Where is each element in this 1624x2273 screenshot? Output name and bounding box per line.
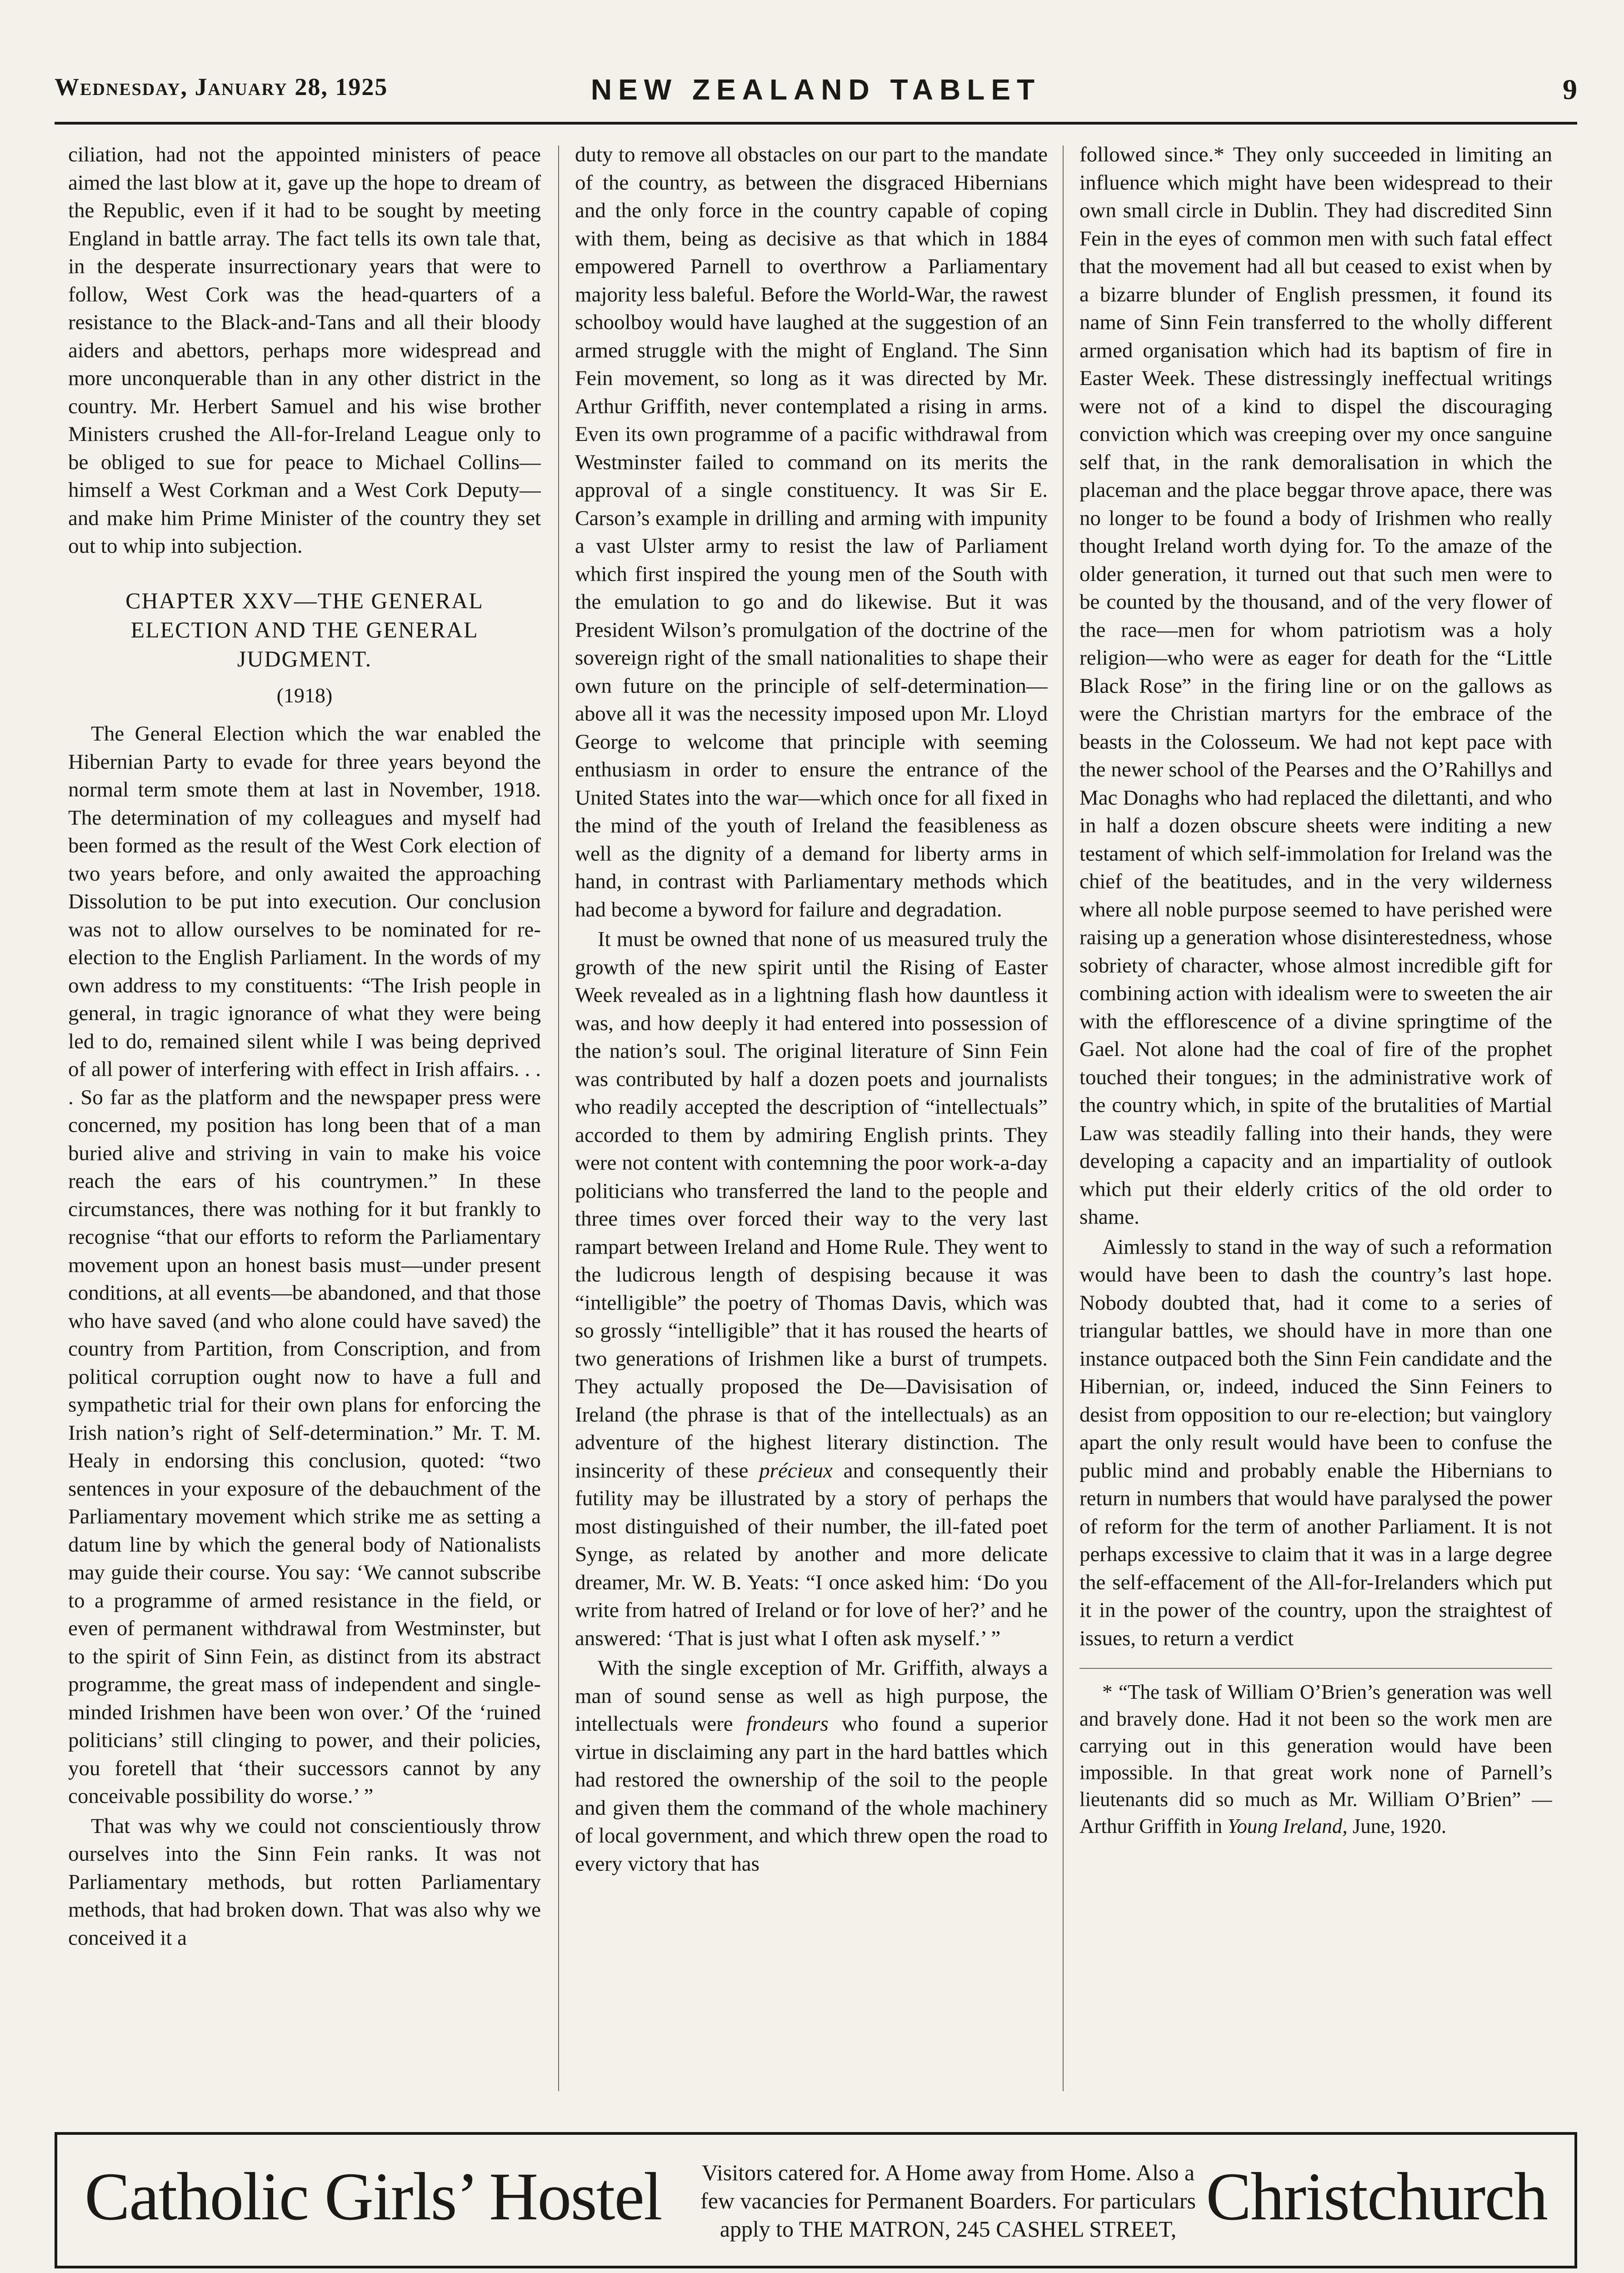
footnote-text: * “The task of William O’Brien’s generation was well and bravely done. Had it not been so the work men are carrying out in this generation would have been impossible. In that great work none of Parnell’s lieutenants did so much as Mr. William O’Brien” —Arthur Griffith in — [1079, 1681, 1552, 1837]
article-paragraph — [575, 1654, 1048, 1878]
advertisement-box — [55, 2132, 1577, 2268]
issue-date: Wednesday, January 28, 1925 — [55, 73, 388, 100]
article-column-1 — [68, 141, 541, 2096]
italic-term: précieux — [759, 1458, 833, 1482]
ad-line: Visitors catered for. A Home away from Home. Also a — [701, 2160, 1195, 2185]
footnote-text: June, 1920. — [1352, 1815, 1447, 1837]
page-number: 9 — [1563, 73, 1577, 105]
footnote-rule — [1079, 1668, 1552, 1669]
italic-term: frondeurs — [746, 1712, 829, 1736]
column-divider — [1063, 145, 1064, 2091]
article-paragraph: Aimlessly to stand in the way of such a reformation would have been to dash the country’s last hope. Nobody doubted that, had it come to a series of triangular battles, we should have in more than one instance outpaced both the Sinn Fein candidate and the Hibernian, or, indeed, induced the Sinn Feiners to desist from opposition to our re-election; but vainglory apart the only result would have been to confuse the public mind and probably enable the Hibernians to return in numbers that would have paralysed the power of reform for the term of another Parliament. It is not perhaps excessive to claim that it was in a large degree the self-effacement of the All-for-Irelanders which put it in the power of the country, upon the straightest of issues, to return a verdict — [1079, 1235, 1552, 1650]
article-paragraph: ciliation, had not the appointed ministers of peace aimed the last blow at it, gave up the hope to dream of the Republic, even if it had to be sought by meeting England in battle array. The fact tells its own tale that, in the desperate insurrectionary years that were to follow, West Cork was the head-quarters of a resistance to the Black-and-Tans and all their bloody aiders and abettors, perhaps more widespread and more unconquerable than in any other district in the country. Mr. Herbert Samuel and his wise brother Ministers crushed the All-for-Ireland League only to be obliged to sue for peace to Michael Collins—himself a West Corkman and a West Cork Deputy—and make him Prime Minister of the country they set out to whip into subjection. — [68, 143, 541, 558]
ad-line: apply to THE MATRON, 245 CASHEL STREET, — [720, 2216, 1177, 2242]
article-paragraph — [575, 926, 1048, 1652]
article-paragraph: duty to remove all obstacles on our part to the mandate of the country, as between the disgraced Hibernians and the only force in the country capable of coping with them, being as decisive as that which in 1884 empowered Parnell to overthrow a Parliamentary majority less baleful. Before the World-War, the rawest schoolboy would have laughed at the suggestion of an armed struggle with the might of England. The Sinn Fein movement, so long as it was directed by Mr. Arthur Griffith, never contemplated a rising in arms. Even its own programme of a pacific withdrawal from Westminster failed to command on its merits the approval of a single constituency. It was Sir E. Carson’s example in drilling and arming with impunity a vast Ulster army to resist the law of Parliament which first inspired the young men of the South with the emulation to go and do likewise. But it was President Wilson’s promulgation of the doctrine of the sovereign right of the small nationalities to shape their own future on the principle of self-determination—above all it was the necessity imposed upon Mr. Lloyd George to welcome that principle with seeming enthusiasm in order to ensure the entrance of the United States into the war—which once for all fixed in the mind of the youth of Ireland the feasibleness as well as the dignity of a demand for liberty arms in hand, in contrast with Parliamentary methods which had become a byword for failure and degradation. — [575, 143, 1048, 921]
masthead-rule — [55, 122, 1577, 125]
ad-hostel-name: Catholic Girls’ Hostel — [85, 2159, 662, 2234]
ad-city: Christchurch — [1206, 2159, 1547, 2234]
paragraph-text: who found a superior virtue in disclaiming any part in the hard battles which had restored the ownership of the soil to the people and given them the command of the whole machinery of local government, and which threw open the road to every victory that has — [575, 1712, 1048, 1876]
article-paragraph: The General Election which the war enabled the Hibernian Party to evade for three years beyond the normal term smote them at last in November, 1918. The determination of my colleagues and myself had been formed as the result of the West Cork election of two years before, and only awaited the approaching Dissolution to be put into execution. Our conclusion was not to allow ourselves to be nominated for re-election to the English Parliament. In the words of my own address to my constituents: “The Irish people in general, in tragic ignorance of what they were being led to do, remained silent while I was being deprived of all power of interfering with effect in Irish affairs. . . . So far as the platform and the newspaper press were concerned, my position has long been that of a man buried alive and striving in vain to make his voice reach the ears of his countrymen.” In these circumstances, there was nothing for it but frankly to recognise “that our efforts to reform the Parliamentary movement upon an honest basis must—under present conditions, at all events—be abandoned, and that those who have saved (and who alone could have saved) the country from Partition, from Conscription, and from political corruption ought now to have a full and sympathetic trial for their own plans for enforcing the Irish nation’s right of Self-determination.” Mr. T. M. Healy in endorsing this conclusion, quoted: “two sentences in your exposure of the debauchment of the Parliamentary movement which strike me as setting a datum line by which the general body of Nationalists may guide their course. You say: ‘We cannot subscribe to a programme of armed resistance in the field, or even of permanent withdrawal from Westminster, but to the spirit of Sinn Fein, as distinct from its abstract programme, the great mass of independent and single-minded Irishmen have been won over.’ Of the ‘ruined politicians’ still clinging to power, and their policies, you foretell that ‘their successors cannot by any conceivable possibility do worse.’ ” — [68, 722, 541, 1808]
article-column-2 — [575, 141, 1048, 2096]
article-paragraph: followed since.* They only succeeded in limiting an influence which might have been widespread to their own small circle in Dublin. They had discredited Sinn Fein in the eyes of common men with such fatal effect that the movement had all but ceased to exist when by a bizarre blunder of English pressmen, it found its name of Sinn Fein transferred to the wholly different armed organisation which had its baptism of fire in Easter Week. These distressingly ineffectual writings were not of a kind to dispel the discouraging conviction which was creeping over my once sanguine self that, in the rank demoralisation in which the placeman and the place beggar throve apace, there was no longer to be found a body of Irishmen who really thought Ireland worth dying for. To the amaze of the older generation, it turned out that such men were to be counted by the thousand, and of the very flower of the race—men for whom patriotism was a holy religion—who were as eager for death for the “Little Black Rose” in the firing line or on the gallows as were the Christian martyrs for the embrace of the beasts in the Colosseum. We had not kept pace with the newer school of the Pearses and the O’Rahillys and Mac Donaghs who had replaced the dilettanti, and who in half a dozen obscure sheets were inditing a new testament of which self-immolation for Ireland was the chief of the beatitudes, and in the very wilderness where all noble purpose seemed to have perished were raising up a generation whose disinterestedness, whose sobriety of character, whose almost incredible gift for combining action with idealism were to sweeten the air with the efflorescence of a divine springtime of the Gael. Not alone had the coal of fire of the prophet touched their tongues; in the administrative work of the country which, in spite of the brutalities of Martial Law was steadily falling into their hands, they were developing a capacity and an impartiality of outlook which put their elderly critics of the old order to shame. — [1079, 143, 1552, 1229]
paragraph-text: and consequently their futility may be illustrated by a story of perhaps the most distinguished of their number, the ill-fated poet Synge, as related by another and more delicate dreamer, Mr. W. B. Yeats: “I once asked him: ‘Do you write from hatred of Ireland or for love of her?’ and he answered: ‘That is just what I often ask myself.’ ” — [575, 1458, 1048, 1650]
chapter-heading: CHAPTER XXV—THE GENERAL ELECTION AND THE GENERAL JUDGMENT. — [125, 587, 484, 671]
newspaper-title: NEW ZEALAND TABLET — [590, 73, 1041, 106]
footnote — [1079, 1679, 1552, 1840]
ad-details — [635, 2158, 1262, 2243]
article-paragraph: That was why we could not conscientiously throw ourselves into the Sinn Fein ranks. It was not Parliamentary methods, but rotten Parliamentary methods, that had broken down. That was also why we conceived it a — [68, 1814, 541, 1950]
ad-line: few vacancies for Permanent Boarders. For particulars — [700, 2188, 1196, 2213]
paragraph-text: With the single exception of Mr. Griffith, always a man of sound sense as well as high purpose, the intellectuals were — [575, 1656, 1048, 1736]
footnote-publication: Young Ireland, — [1227, 1815, 1348, 1837]
paragraph-text: It must be owned that none of us measured truly the growth of the new spirit until the Rising of Easter Week revealed as in a lightning flash how dauntless it was, and how deeply it had entered into possession of the nation’s soul. The original literature of Sinn Fein was contributed by half a dozen poets and journalists who readily accepted the description of “intellectuals” accorded to them by admiring English prints. They were not content with contemning the poor work-a-day politicians who transferred the land to the people and three times over forced their way to the very last rampart between Ireland and Home Rule. They went to the ludicrous length of despising because it was “intelligible” the poetry of Thomas Davis, which was so grossly “intelligible” that it has roused the hearts of two generations of Irishmen like a burst of trumpets. They actually proposed the De—Davisisation of Ireland (the phrase is that of the intellectuals) as an adventure of the highest literary distinction. The insincerity of these — [575, 927, 1048, 1482]
chapter-year: (1918) — [276, 683, 333, 707]
article-column-3 — [1079, 141, 1552, 2096]
column-divider — [558, 145, 559, 2091]
masthead — [55, 68, 1577, 118]
